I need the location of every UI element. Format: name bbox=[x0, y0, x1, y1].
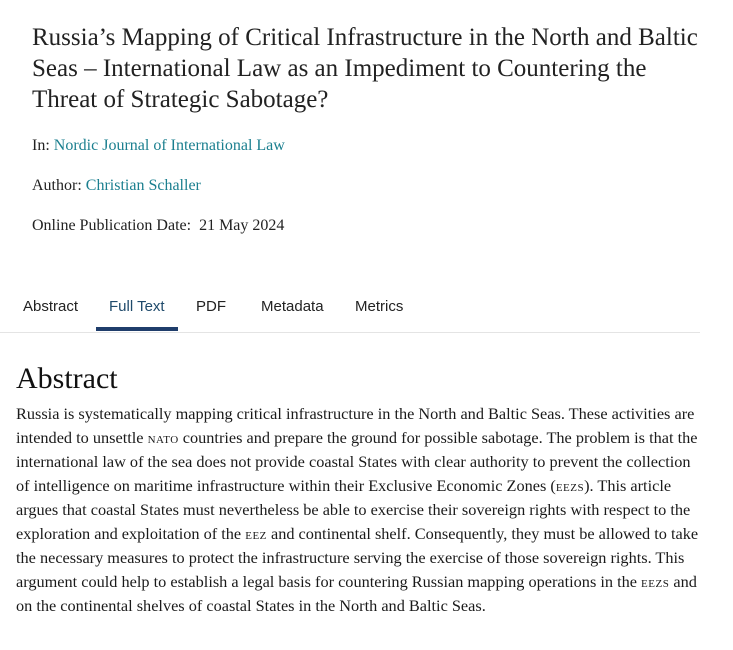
abbr-nato: nato bbox=[147, 428, 179, 447]
tab-abstract[interactable]: Abstract bbox=[23, 298, 79, 315]
author-line bbox=[32, 176, 201, 196]
abbr-eezs: eezs bbox=[641, 572, 670, 591]
active-tab-indicator bbox=[96, 327, 178, 331]
publication-date-line bbox=[32, 216, 284, 236]
author-link[interactable]: Christian Schaller bbox=[85, 177, 201, 194]
abstract-segment: countries and prepare the ground for possible sabotage. The problem is that the international law of the sea does not provide coastal States with clear authority to prevent the collection of intelligence on maritime infrastructure within their Exclusive Economic Zones ( bbox=[16, 428, 698, 495]
abbr-eez: eez bbox=[245, 524, 267, 543]
abstract-segment: Russia is systematically mapping critical infrastructure in the North and Baltic Seas. These activities are intended to unsettle bbox=[16, 404, 695, 447]
abstract-segment: and on the continental shelves of coastal States in the North and Baltic Seas. bbox=[16, 572, 697, 615]
tab-metadata[interactable]: Metadata bbox=[261, 298, 324, 315]
abstract-segment: ). This article argues that coastal States must nevertheless be able to exercise their sovereign rights with respect to the exploration and exploitation of the bbox=[16, 476, 691, 543]
publication-date: 21 May 2024 bbox=[199, 217, 285, 234]
abbr-eezs: eezs bbox=[555, 476, 585, 495]
journal-line bbox=[32, 136, 285, 156]
journal-label: In: bbox=[32, 137, 50, 154]
journal-link[interactable]: Nordic Journal of International Law bbox=[53, 137, 285, 154]
tab-full-text[interactable]: Full Text bbox=[109, 298, 165, 315]
date-label: Online Publication Date: bbox=[32, 217, 192, 234]
article-tabs bbox=[0, 288, 700, 333]
abstract-heading: Abstract bbox=[16, 362, 118, 395]
tab-metrics[interactable]: Metrics bbox=[355, 298, 404, 315]
author-label: Author: bbox=[32, 177, 82, 194]
article-title: Russia’s Mapping of Critical Infrastructure in the North and Baltic Seas – International Law as an Impediment to Countering the Threat of Strategic Sabotage? bbox=[32, 24, 698, 113]
abstract-text bbox=[16, 402, 706, 618]
abstract-segment: and continental shelf. Consequently, they must be allowed to take the necessary measures to protect the infrastructure serving the exercise of those sovereign rights. This argument could help to establish a legal basis for countering Russian mapping operations in the bbox=[16, 524, 699, 591]
tab-pdf[interactable]: PDF bbox=[196, 298, 226, 315]
